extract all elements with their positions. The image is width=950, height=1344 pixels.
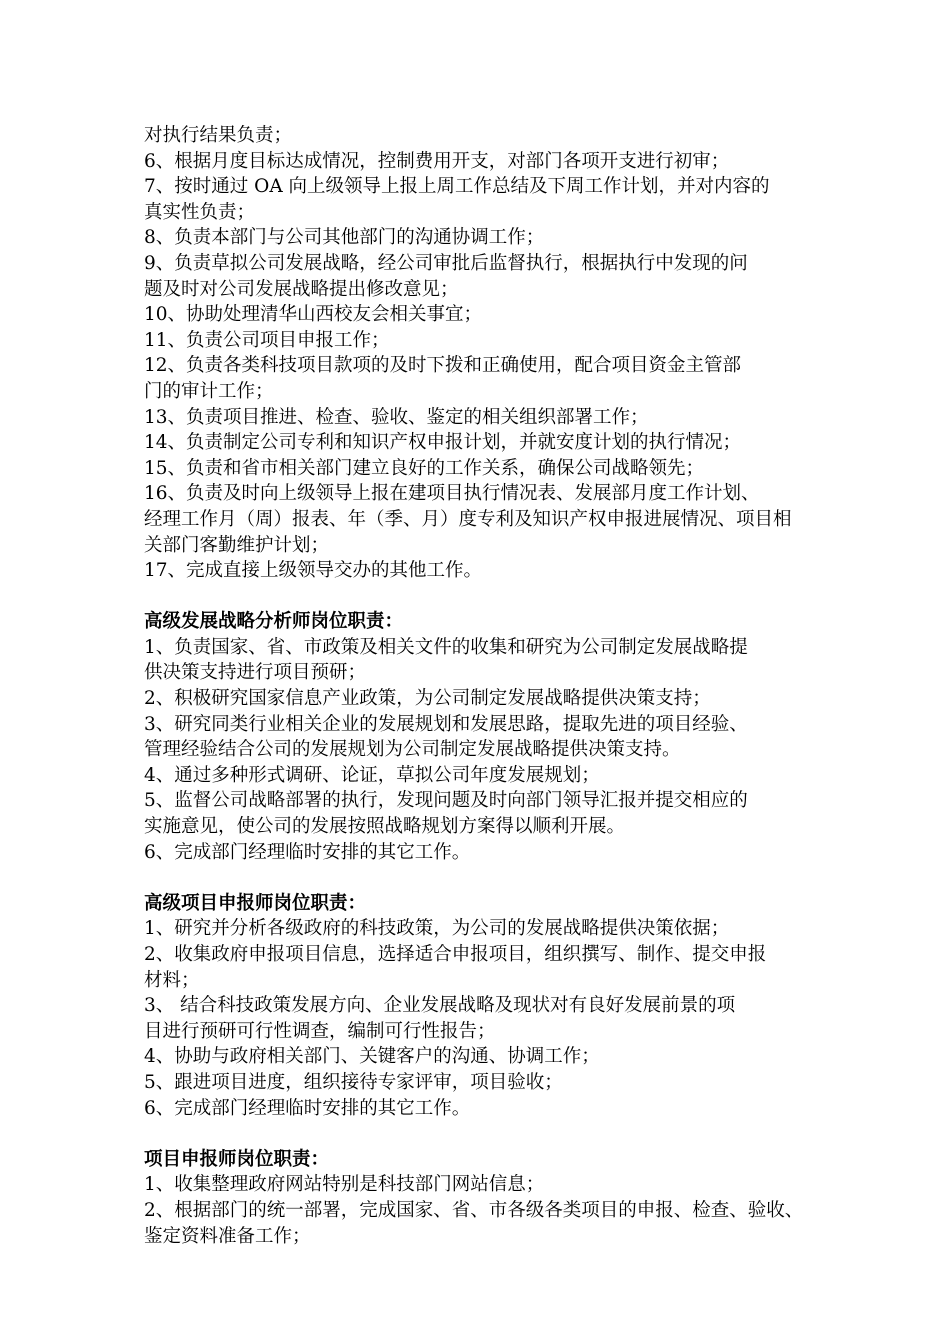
duty-line: 5、跟进项目进度，组织接待专家评审，项目验收； <box>144 1071 563 1093</box>
duty-line: 1、收集整理政府网站特别是科技部门网站信息； <box>144 1174 545 1196</box>
section-project-declarer <box>144 1147 874 1249</box>
top-duties-list <box>144 123 874 584</box>
section-spacer <box>144 865 874 891</box>
duty-line: 2、根据部门的统一部署，完成国家、省、市各级各类项目的申报、检查、验收、 <box>144 1199 804 1221</box>
duty-line: 7、按时通过 OA 向上级领导上报上周工作总结及下周工作计划，并对内容的 <box>144 176 770 198</box>
duty-line: 15、负责和省市相关部门建立良好的工作关系，确保公司战略领先； <box>144 457 705 479</box>
duty-line: 2、积极研究国家信息产业政策，为公司制定发展战略提供决策支持； <box>144 688 711 710</box>
duty-line: 供决策支持进行项目预研； <box>144 662 367 684</box>
duty-line: 目进行预研可行性调查，编制可行性报告； <box>144 1020 496 1042</box>
section-senior-project-declarer <box>144 891 874 1121</box>
duty-line: 题及时对公司发展战略提出修改意见； <box>144 278 459 300</box>
duty-line: 2、收集政府申报项目信息，选择适合申报项目，组织撰写、制作、提交申报 <box>144 944 767 965</box>
duty-line: 14、负责制定公司专利和知识产权申报计划，并就安度计划的执行情况； <box>144 432 742 454</box>
section-spacer <box>144 1121 874 1147</box>
duty-line: 16、负责及时向上级领导上报在建项目执行情况表、发展部月度工作计划、 <box>144 483 760 505</box>
duty-line: 对执行结果负责； <box>144 125 293 146</box>
duty-line: 8、负责本部门与公司其他部门的沟通协调工作； <box>144 227 545 249</box>
duty-line: 13、负责项目推进、检查、验收、鉴定的相关组织部署工作； <box>144 406 649 428</box>
duty-line: 管理经验结合公司的发展规划为公司制定发展战略提供决策支持。 <box>144 739 681 761</box>
section-spacer <box>144 584 874 610</box>
duty-line: 材料； <box>144 969 200 991</box>
section-heading: 项目申报师岗位职责： <box>144 1148 330 1170</box>
duty-line: 实施意见，使公司的发展按照战略规划方案得以顺利开展。 <box>144 816 626 838</box>
document-page <box>144 123 874 1249</box>
section-heading: 高级发展战略分析师岗位职责： <box>144 611 404 633</box>
duty-line: 真实性负责； <box>144 201 256 223</box>
duty-line: 3、 结合科技政策发展方向、企业发展战略及现状对有良好发展前景的项 <box>144 995 736 1017</box>
duty-line: 10、协助处理清华山西校友会相关事宜； <box>144 304 483 326</box>
duty-line: 4、协助与政府相关部门、关键客户的沟通、协调工作； <box>144 1046 600 1068</box>
duty-line: 6、完成部门经理临时安排的其它工作。 <box>144 1097 471 1119</box>
duty-line: 6、完成部门经理临时安排的其它工作。 <box>144 841 471 863</box>
section-strategy-analyst <box>144 609 874 865</box>
duty-line: 1、研究并分析各级政府的科技政策，为公司的发展战略提供决策依据； <box>144 918 730 940</box>
duty-line: 关部门客勤维护计划； <box>144 534 330 556</box>
duty-line: 17、完成直接上级领导交办的其他工作。 <box>144 560 483 582</box>
duty-line: 9、负责草拟公司发展战略，经公司审批后监督执行，根据执行中发现的问 <box>144 252 748 274</box>
duty-line: 3、研究同类行业相关企业的发展规划和发展思路，提取先进的项目经验、 <box>144 713 748 735</box>
duty-line: 鉴定资料准备工作； <box>144 1225 311 1247</box>
duty-line: 经理工作月（周）报表、年（季、月）度专利及知识产权申报进展情况、项目相 <box>144 508 792 530</box>
duty-line: 11、负责公司项目申报工作； <box>144 329 390 351</box>
duty-line: 1、负责国家、省、市政策及相关文件的收集和研究为公司制定发展战略提 <box>144 636 748 658</box>
duty-line: 12、负责各类科技项目款项的及时下拨和正确使用，配合项目资金主管部 <box>144 355 742 377</box>
duty-line: 6、根据月度目标达成情况，控制费用开支，对部门各项开支进行初审； <box>144 150 730 172</box>
duty-line: 5、监督公司战略部署的执行，发现问题及时向部门领导汇报并提交相应的 <box>144 790 748 812</box>
duty-line: 4、通过多种形式调研、论证，草拟公司年度发展规划； <box>144 764 600 786</box>
section-heading: 高级项目申报师岗位职责： <box>144 892 367 914</box>
duty-line: 门的审计工作； <box>144 380 274 402</box>
